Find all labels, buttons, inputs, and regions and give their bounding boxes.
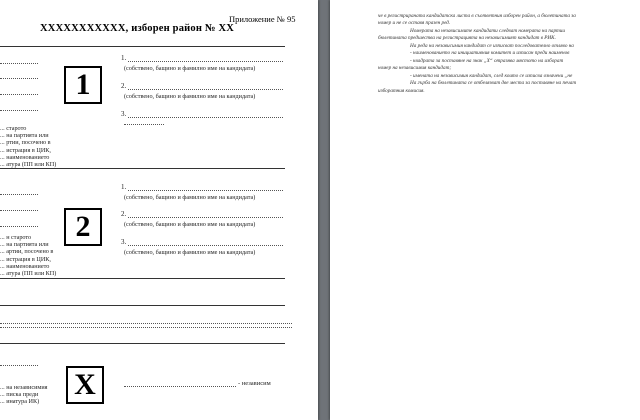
party-dotline — [0, 78, 38, 79]
vote-box-1[interactable]: 1 — [64, 66, 102, 104]
vote-box-2[interactable]: 2 — [64, 208, 102, 246]
party-dotline — [0, 94, 38, 95]
party-dotline — [0, 194, 38, 195]
instruction-line: - наименованието на инициативния комитет и изписан преди наименов — [410, 50, 570, 56]
party-line: ... на партията или — [0, 132, 49, 140]
candidate-caption: (собствено, бащино и фамилно име на кандидата) — [124, 194, 256, 201]
separator-dotline — [0, 327, 292, 328]
party-line: ... на партията или — [0, 241, 49, 249]
block-divider — [0, 168, 285, 169]
candidate-number: 2. — [121, 210, 127, 218]
party-dotline — [0, 226, 38, 227]
candidate-number: 1. — [121, 54, 127, 62]
party-dotline — [0, 365, 38, 366]
party-line: ... наименованието — [0, 262, 50, 270]
instruction-line: изборатния комисия. — [378, 88, 425, 94]
party-line: ... на независимия — [0, 384, 48, 391]
candidate-name-line — [128, 217, 283, 218]
candidate-caption: (собствено, бащино и фамилно име на кандидата) — [124, 93, 256, 100]
appendix-label: Приложение № 95 — [229, 14, 296, 24]
instruction-line: Номерата на независимите кандидати следват номерата на партии — [410, 28, 565, 34]
party-line: ... писка преди — [0, 391, 39, 399]
candidate-name-line — [124, 124, 164, 125]
instruction-line: номер и не се оставя празен ред. — [378, 20, 451, 26]
instruction-line: номер на независимия кандидат; — [378, 65, 452, 71]
party-dotline — [0, 63, 38, 64]
block-divider — [0, 343, 285, 344]
party-description — [0, 234, 56, 277]
block-divider — [0, 278, 285, 279]
candidate-number: 1. — [121, 183, 127, 191]
party-line: ... наименованието — [0, 153, 50, 161]
party-line: ... н старото — [0, 234, 32, 241]
block-divider — [0, 305, 285, 306]
candidate-caption: (собствено, бащино и фамилно име на кандидата) — [124, 249, 256, 256]
candidate-number: 3. — [121, 238, 127, 246]
ballot-title: XXXXXXXXXXX, изборен район № XX — [40, 23, 235, 34]
separator-dotline — [0, 323, 292, 324]
header-divider — [0, 46, 285, 47]
candidate-caption: (собствено, бащино и фамилно име на кандидата) — [124, 65, 256, 72]
party-line: ... истрация в ЦИК, — [0, 146, 51, 154]
candidate-number: 3. — [121, 110, 127, 118]
party-description — [0, 384, 47, 406]
party-line: ... истрация в ЦИК, — [0, 255, 51, 263]
instructions-page-right — [330, 0, 640, 420]
vote-box-x[interactable]: X — [66, 366, 104, 404]
candidate-name-line — [128, 190, 283, 191]
candidate-name-line — [124, 386, 236, 387]
instruction-line: - имената на независимия кандидат, след които се изписва означени „не — [410, 73, 573, 79]
independent-suffix: - независим — [238, 380, 271, 387]
instruction-line: На реда на независимия кандидат се изписват последователно отляво на — [410, 43, 574, 49]
candidate-name-line — [128, 89, 283, 90]
instruction-line: - квадрата за поставяне на знак „Х“ отразявa мястото на изборат — [410, 58, 564, 64]
party-dotline — [0, 210, 38, 211]
candidate-name-line — [128, 245, 283, 246]
party-line: ... атура (ПП или КП) — [0, 270, 57, 278]
candidate-name-line — [128, 117, 283, 118]
party-line: ... старото — [0, 125, 27, 132]
party-line: ... инатура ИК) — [0, 398, 40, 406]
instruction-line: На гърба на бюлетината се отбелязват две места за поставяне на печат — [410, 80, 577, 86]
candidate-number: 2. — [121, 82, 127, 90]
candidate-caption: (собствено, бащино и фамилно име на кандидата) — [124, 221, 256, 228]
candidate-name-line — [128, 61, 283, 62]
party-line: ... ртии, посочено в — [0, 139, 51, 147]
instruction-line: бюлетината предшества на регистрацията на независимият кандидат в РИК. — [378, 35, 556, 41]
party-description — [0, 125, 56, 168]
party-dotline — [0, 110, 38, 111]
party-line: ... артии, посочено в — [0, 248, 54, 256]
instruction-line: че в регистрираната кандидатска листа в съответния изборен район, а бюлетината за — [378, 13, 576, 19]
ballot-page-left — [0, 0, 318, 420]
party-line: ... атура (ПП или КП) — [0, 161, 57, 169]
